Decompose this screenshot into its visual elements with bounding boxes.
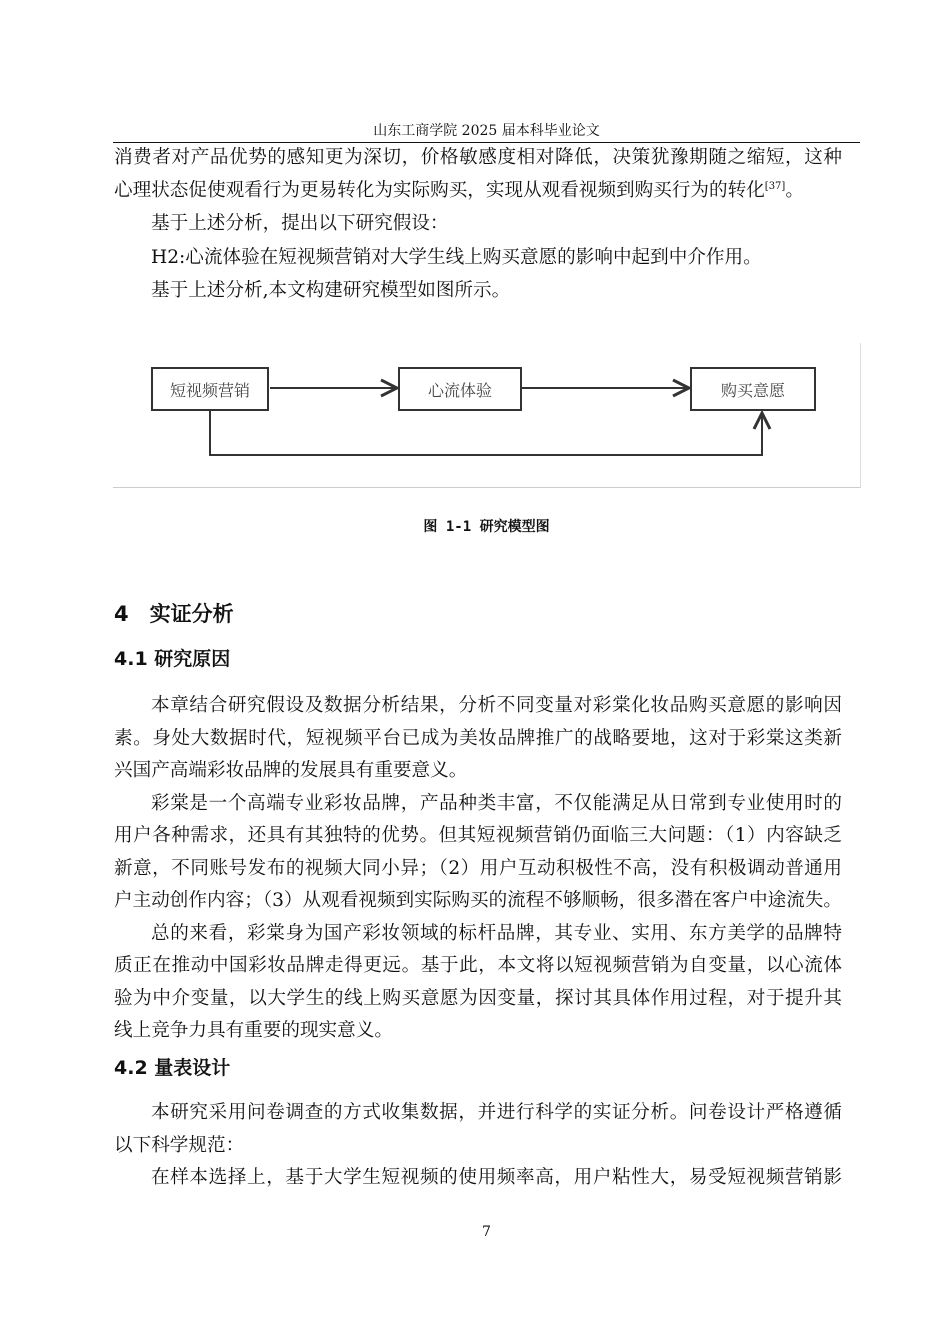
text-span: 心理状态促使观看行为更易转化为实际购买，实现从观看视频到购买行为的转化 bbox=[114, 179, 765, 201]
page-number: 7 bbox=[482, 1224, 491, 1240]
section-heading: 4 实证分析 bbox=[114, 602, 234, 626]
box-short-video-marketing: 短视频营销 bbox=[151, 367, 269, 411]
section-4-2-body bbox=[114, 1097, 842, 1195]
citation: [37] bbox=[764, 180, 786, 192]
text-line: 基于上述分析，提出以下研究假设： bbox=[151, 213, 449, 234]
subsection-heading: 4.1 研究原因 bbox=[114, 648, 231, 670]
text-line: 线上竞争力具有重要的现实意义。 bbox=[114, 1020, 393, 1041]
text-line bbox=[114, 175, 842, 208]
research-model-figure bbox=[113, 343, 861, 488]
section-4-1-body bbox=[114, 690, 842, 1048]
text-line: 新意，不同账号发布的视频大同小异；（2）用户互动积极性不高，没有积极调动普通用 bbox=[114, 857, 842, 879]
text-line: 彩棠是一个高端专业彩妆品牌，产品种类丰富，不仅能满足从日常到专业使用时的 bbox=[151, 792, 842, 814]
text-span: 。 bbox=[785, 179, 804, 201]
text-line: 户主动创作内容；（3）从观看视频到实际购买的流程不够顺畅，很多潜在客户中途流失。 bbox=[114, 890, 842, 911]
text-line: 验为中介变量，以大学生的线上购买意愿为因变量，探讨其具体作用过程，对于提升其 bbox=[114, 987, 842, 1009]
text-line: 在样本选择上，基于大学生短视频的使用频率高，用户粘性大，易受短视频营销影 bbox=[151, 1167, 842, 1188]
text-line: 基于上述分析,本文构建研究模型如图所示。 bbox=[151, 280, 511, 301]
hypothesis-h2: H2:心流体验在短视频营销对大学生线上购买意愿的影响中起到中介作用。 bbox=[151, 246, 762, 268]
text-line: 以下科学规范： bbox=[114, 1134, 245, 1156]
figure-caption: 图 1-1 研究模型图 bbox=[423, 519, 550, 535]
running-header: 山东工商学院 2025 届本科毕业论文 bbox=[373, 123, 600, 139]
text-line: 本章结合研究假设及数据分析结果，分析不同变量对彩棠化妆品购买意愿的影响因 bbox=[151, 695, 842, 716]
box-flow-experience: 心流体验 bbox=[398, 367, 522, 411]
text-line: 本研究采用问卷调查的方式收集数据，并进行科学的实证分析。问卷设计严格遵循 bbox=[151, 1102, 842, 1123]
text-line: 消费者对产品优势的感知更为深切，价格敏感度相对降低，决策犹豫期随之缩短，这种 bbox=[114, 147, 842, 168]
text-line: 总的来看，彩棠身为国产彩妆领域的标杆品牌，其专业、实用、东方美学的品牌特 bbox=[151, 922, 842, 944]
model-arrows bbox=[113, 343, 860, 487]
text-line: 质正在推动中国彩妆品牌走得更远。基于此，本文将以短视频营销为自变量，以心流体 bbox=[114, 955, 842, 976]
text-line: 兴国产高端彩妆品牌的发展具有重要意义。 bbox=[114, 760, 468, 781]
subsection-heading: 4.2 量表设计 bbox=[114, 1057, 231, 1079]
arrow-marketing-to-intention bbox=[210, 411, 762, 455]
text-line: 素。身处大数据时代，短视频平台已成为美妆品牌推广的战略要地，这对于彩棠这类新 bbox=[114, 727, 842, 749]
intro-text bbox=[114, 142, 842, 308]
text-line: 用户各种需求，还具有其独特的优势。但其短视频营销仍面临三大问题：（1）内容缺乏 bbox=[114, 825, 842, 846]
box-purchase-intention: 购买意愿 bbox=[690, 367, 816, 411]
